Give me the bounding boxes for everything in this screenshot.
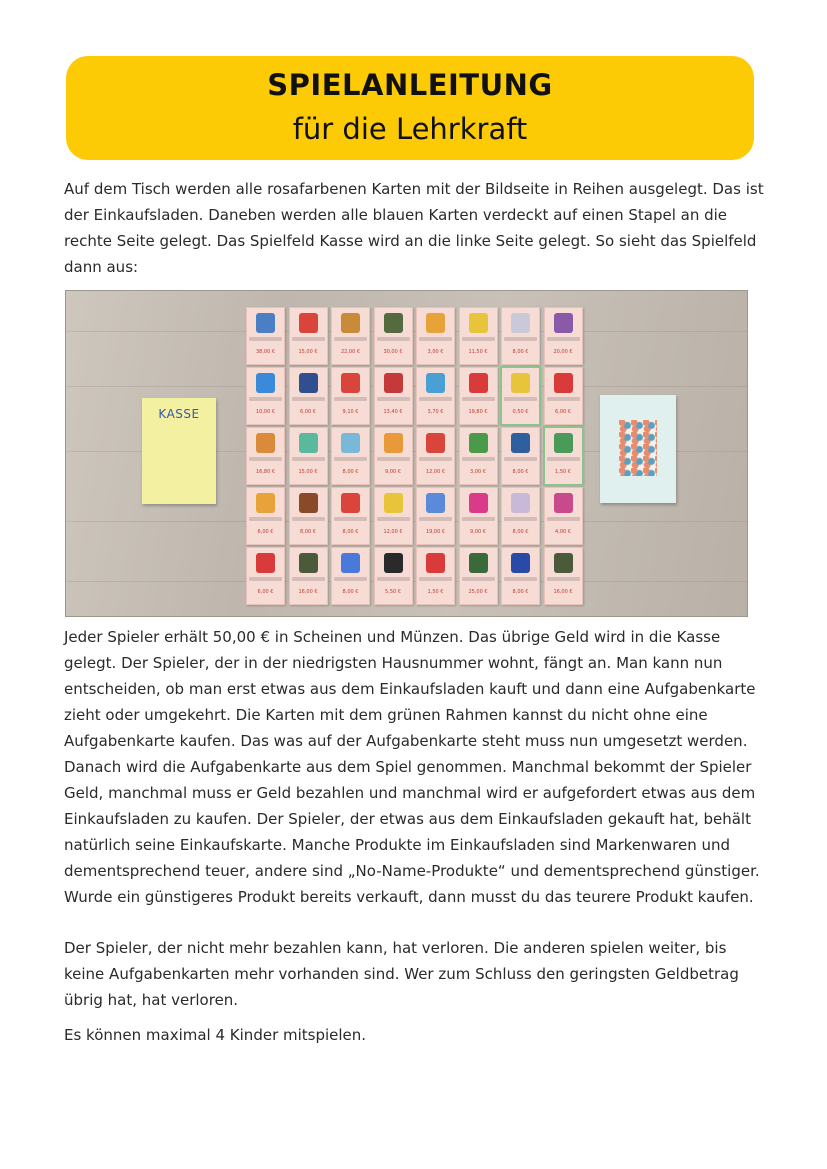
shop-card — [416, 547, 455, 605]
product-price: 15,00 € — [298, 349, 318, 355]
shop-card — [331, 367, 370, 425]
product-price: 8,00 € — [512, 589, 529, 595]
product-picture — [511, 553, 530, 573]
product-picture — [554, 553, 573, 573]
product-picture — [554, 493, 573, 513]
product-price: 8,00 € — [342, 469, 359, 475]
product-picture — [256, 433, 275, 453]
product-picture — [256, 373, 275, 393]
product-picture — [426, 373, 445, 393]
product-price: 16,80 € — [255, 469, 276, 475]
product-picture — [384, 373, 403, 393]
kasse-label: KASSE — [158, 407, 200, 421]
product-price: 12,00 € — [425, 469, 446, 475]
product-price: 6,00 € — [257, 529, 274, 535]
product-price: 1,50 € — [427, 589, 444, 595]
product-name-line — [419, 457, 452, 461]
product-name-line — [292, 337, 325, 341]
product-picture — [299, 433, 318, 453]
product-price: 25,00 € — [468, 589, 488, 595]
shop-card — [501, 367, 540, 425]
title-banner — [66, 56, 754, 160]
shop-card — [374, 487, 413, 545]
shop-card — [374, 547, 413, 605]
product-price: 30,00 € — [383, 349, 403, 355]
product-price: 0,50 € — [512, 409, 529, 415]
product-picture — [384, 433, 403, 453]
shop-card — [374, 427, 413, 485]
players-note: Es können maximal 4 Kinder mitspielen. — [64, 1026, 367, 1044]
shop-card — [416, 307, 455, 365]
product-price: 16,00 € — [553, 589, 573, 595]
shop-card — [289, 487, 328, 545]
card-back-pattern — [619, 420, 657, 476]
product-name-line — [292, 577, 325, 581]
product-name-line — [249, 517, 282, 521]
product-name-line — [249, 337, 282, 341]
product-picture — [554, 313, 573, 333]
shop-card — [289, 307, 328, 365]
product-name-line — [547, 517, 580, 521]
product-price: 9,10 € — [342, 409, 359, 415]
product-name-line — [334, 457, 367, 461]
ending-paragraph: Der Spieler, der nicht mehr bezahlen kann, hat verloren. Die anderen spielen weiter, bis keine Aufgabenkarten mehr vorhanden sind. Wer zum Schluss den geringsten Geldbetrag übrig hat, hat verloren. — [64, 939, 739, 1009]
shop-card — [331, 427, 370, 485]
product-name-line — [547, 397, 580, 401]
product-price: 9,00 € — [385, 469, 401, 475]
product-picture — [469, 553, 488, 573]
shop-card — [459, 427, 498, 485]
intro-paragraph: Auf dem Tisch werden alle rosafarbenen Karten mit der Bildseite in Reihen ausgelegt. Das ist der Einkaufsladen. Daneben werden alle blauen Karten verdeckt auf einen Stapel an die rechte Seite gelegt. Das Spielfeld Kasse wird an die linke Seite gelegt. So sieht das Spielfeld dann aus: — [64, 180, 764, 276]
shop-card — [544, 487, 583, 545]
product-name-line — [504, 397, 537, 401]
product-price: 8,00 € — [342, 529, 359, 535]
product-price: 8,00 € — [300, 529, 316, 535]
product-price: 6,00 € — [555, 409, 571, 415]
shop-card — [544, 367, 583, 425]
product-picture — [256, 313, 275, 333]
product-price: 10,00 € — [255, 409, 276, 415]
product-price: 6,00 € — [300, 409, 316, 415]
product-price: 11,50 € — [468, 349, 488, 355]
product-name-line — [377, 577, 410, 581]
product-picture — [256, 493, 275, 513]
product-name-line — [504, 457, 537, 461]
product-name-line — [419, 397, 452, 401]
product-picture — [469, 493, 488, 513]
product-price: 13,40 € — [383, 409, 403, 415]
product-name-line — [462, 337, 495, 341]
product-name-line — [334, 577, 367, 581]
product-picture — [341, 433, 360, 453]
product-picture — [426, 553, 445, 573]
product-picture — [426, 313, 445, 333]
product-picture — [341, 493, 360, 513]
shop-card — [544, 307, 583, 365]
page-title: SPIELANLEITUNG — [267, 68, 553, 102]
task-card-stack — [600, 395, 676, 503]
product-name-line — [249, 577, 282, 581]
product-picture — [384, 313, 403, 333]
product-picture — [384, 493, 403, 513]
shop-card — [416, 487, 455, 545]
shop-card — [331, 307, 370, 365]
shop-card — [246, 307, 285, 365]
product-name-line — [419, 577, 452, 581]
shop-card — [416, 427, 455, 485]
product-name-line — [292, 397, 325, 401]
shop-card — [501, 307, 540, 365]
shop-card — [416, 367, 455, 425]
product-name-line — [292, 457, 325, 461]
product-name-line — [334, 397, 367, 401]
shop-card — [501, 547, 540, 605]
shop-card — [289, 547, 328, 605]
product-price: 38,00 € — [255, 349, 276, 355]
product-picture — [469, 433, 488, 453]
product-picture — [511, 313, 530, 333]
page-subtitle: für die Lehrkraft — [292, 112, 528, 146]
product-picture — [299, 553, 318, 573]
shop-card — [544, 427, 583, 485]
product-price: 16,00 € — [298, 589, 318, 595]
product-picture — [469, 313, 488, 333]
product-picture — [426, 493, 445, 513]
product-price: 4,00 € — [555, 529, 571, 535]
product-name-line — [504, 337, 537, 341]
product-picture — [299, 373, 318, 393]
product-name-line — [462, 517, 495, 521]
product-price: 19,80 € — [468, 409, 488, 415]
product-name-line — [249, 397, 282, 401]
product-picture — [299, 493, 318, 513]
shop-card — [289, 427, 328, 485]
product-name-line — [547, 457, 580, 461]
product-price: 20,00 € — [553, 349, 573, 355]
shop-card — [331, 547, 370, 605]
rules-paragraph: Jeder Spieler erhält 50,00 € in Scheinen und Münzen. Das übrige Geld wird in die Kasse gelegt. Der Spieler, der in der niedrigsten Hausnummer wohnt, fängt an. Man kann nun entscheiden, ob man erst etwas aus dem Einkaufsladen kauft und dann eine Aufgabenkarte zieht oder umgekehrt. Die Karten mit dem grünen Rahmen kannst du nicht ohne eine Aufgabenkarte kaufen. Das was auf der Aufgabenkarte steht muss nun umgesetzt werden. Danach wird die Aufgabenkarte aus dem Spiel genommen. Manchmal bekommt der Spieler Geld, manchmal muss er Geld bezahlen und manchmal wird er aufgefordert etwas aus dem Einkaufsladen zu kaufen. Der Spieler, der etwas aus dem Einkaufsladen gekauft hat, behält natürlich seine Einkaufskarte. Manche Produkte im Einkaufsladen sind Markenwaren und dementsprechend teuer, andere sind „No-Name-Produkte“ und dementsprechend günstiger. Wurde ein günstigeres Produkt bereits verkauft, dann musst du das teurere Produkt kaufen. — [64, 628, 760, 906]
product-name-line — [334, 337, 367, 341]
product-picture — [256, 553, 275, 573]
product-price: 8,00 € — [342, 589, 359, 595]
product-price: 3,00 € — [470, 469, 486, 475]
product-picture — [299, 313, 318, 333]
product-price: 3,70 € — [427, 409, 444, 415]
shop-card — [246, 547, 285, 605]
shop-card — [459, 367, 498, 425]
product-name-line — [334, 517, 367, 521]
product-picture — [341, 313, 360, 333]
product-price: 6,00 € — [257, 589, 274, 595]
product-price: 8,00 € — [512, 469, 529, 475]
product-price: 12,00 € — [383, 529, 403, 535]
product-picture — [341, 553, 360, 573]
product-name-line — [462, 397, 495, 401]
product-picture — [511, 373, 530, 393]
product-name-line — [419, 337, 452, 341]
product-name-line — [377, 337, 410, 341]
product-price: 22,00 € — [340, 349, 361, 355]
kasse-field — [142, 398, 216, 504]
product-name-line — [249, 457, 282, 461]
product-picture — [511, 493, 530, 513]
product-name-line — [504, 517, 537, 521]
shop-card — [374, 307, 413, 365]
product-name-line — [292, 517, 325, 521]
product-name-line — [419, 517, 452, 521]
product-name-line — [462, 457, 495, 461]
product-name-line — [504, 577, 537, 581]
product-name-line — [377, 517, 410, 521]
shop-card — [289, 367, 328, 425]
product-picture — [511, 433, 530, 453]
shop-card — [246, 487, 285, 545]
shop-card — [501, 487, 540, 545]
product-picture — [384, 553, 403, 573]
shop-card — [501, 427, 540, 485]
shop-card — [246, 427, 285, 485]
shop-card — [544, 547, 583, 605]
product-price: 5,50 € — [385, 589, 401, 595]
product-price: 9,00 € — [470, 529, 486, 535]
game-board-photo — [65, 290, 748, 617]
product-name-line — [547, 337, 580, 341]
shop-card — [459, 547, 498, 605]
product-price: 15,00 € — [298, 469, 318, 475]
product-price: 8,00 € — [512, 349, 529, 355]
product-picture — [341, 373, 360, 393]
shop-card — [246, 367, 285, 425]
product-price: 1,50 € — [555, 469, 571, 475]
product-name-line — [377, 457, 410, 461]
shop-card — [459, 307, 498, 365]
shop-card — [374, 367, 413, 425]
product-picture — [554, 433, 573, 453]
shop-card — [331, 487, 370, 545]
product-name-line — [377, 397, 410, 401]
product-name-line — [547, 577, 580, 581]
product-price: 19,00 € — [425, 529, 446, 535]
product-picture — [554, 373, 573, 393]
product-picture — [426, 433, 445, 453]
product-picture — [469, 373, 488, 393]
product-price: 8,00 € — [512, 529, 529, 535]
shop-card — [459, 487, 498, 545]
product-name-line — [462, 577, 495, 581]
product-price: 3,00 € — [427, 349, 444, 355]
